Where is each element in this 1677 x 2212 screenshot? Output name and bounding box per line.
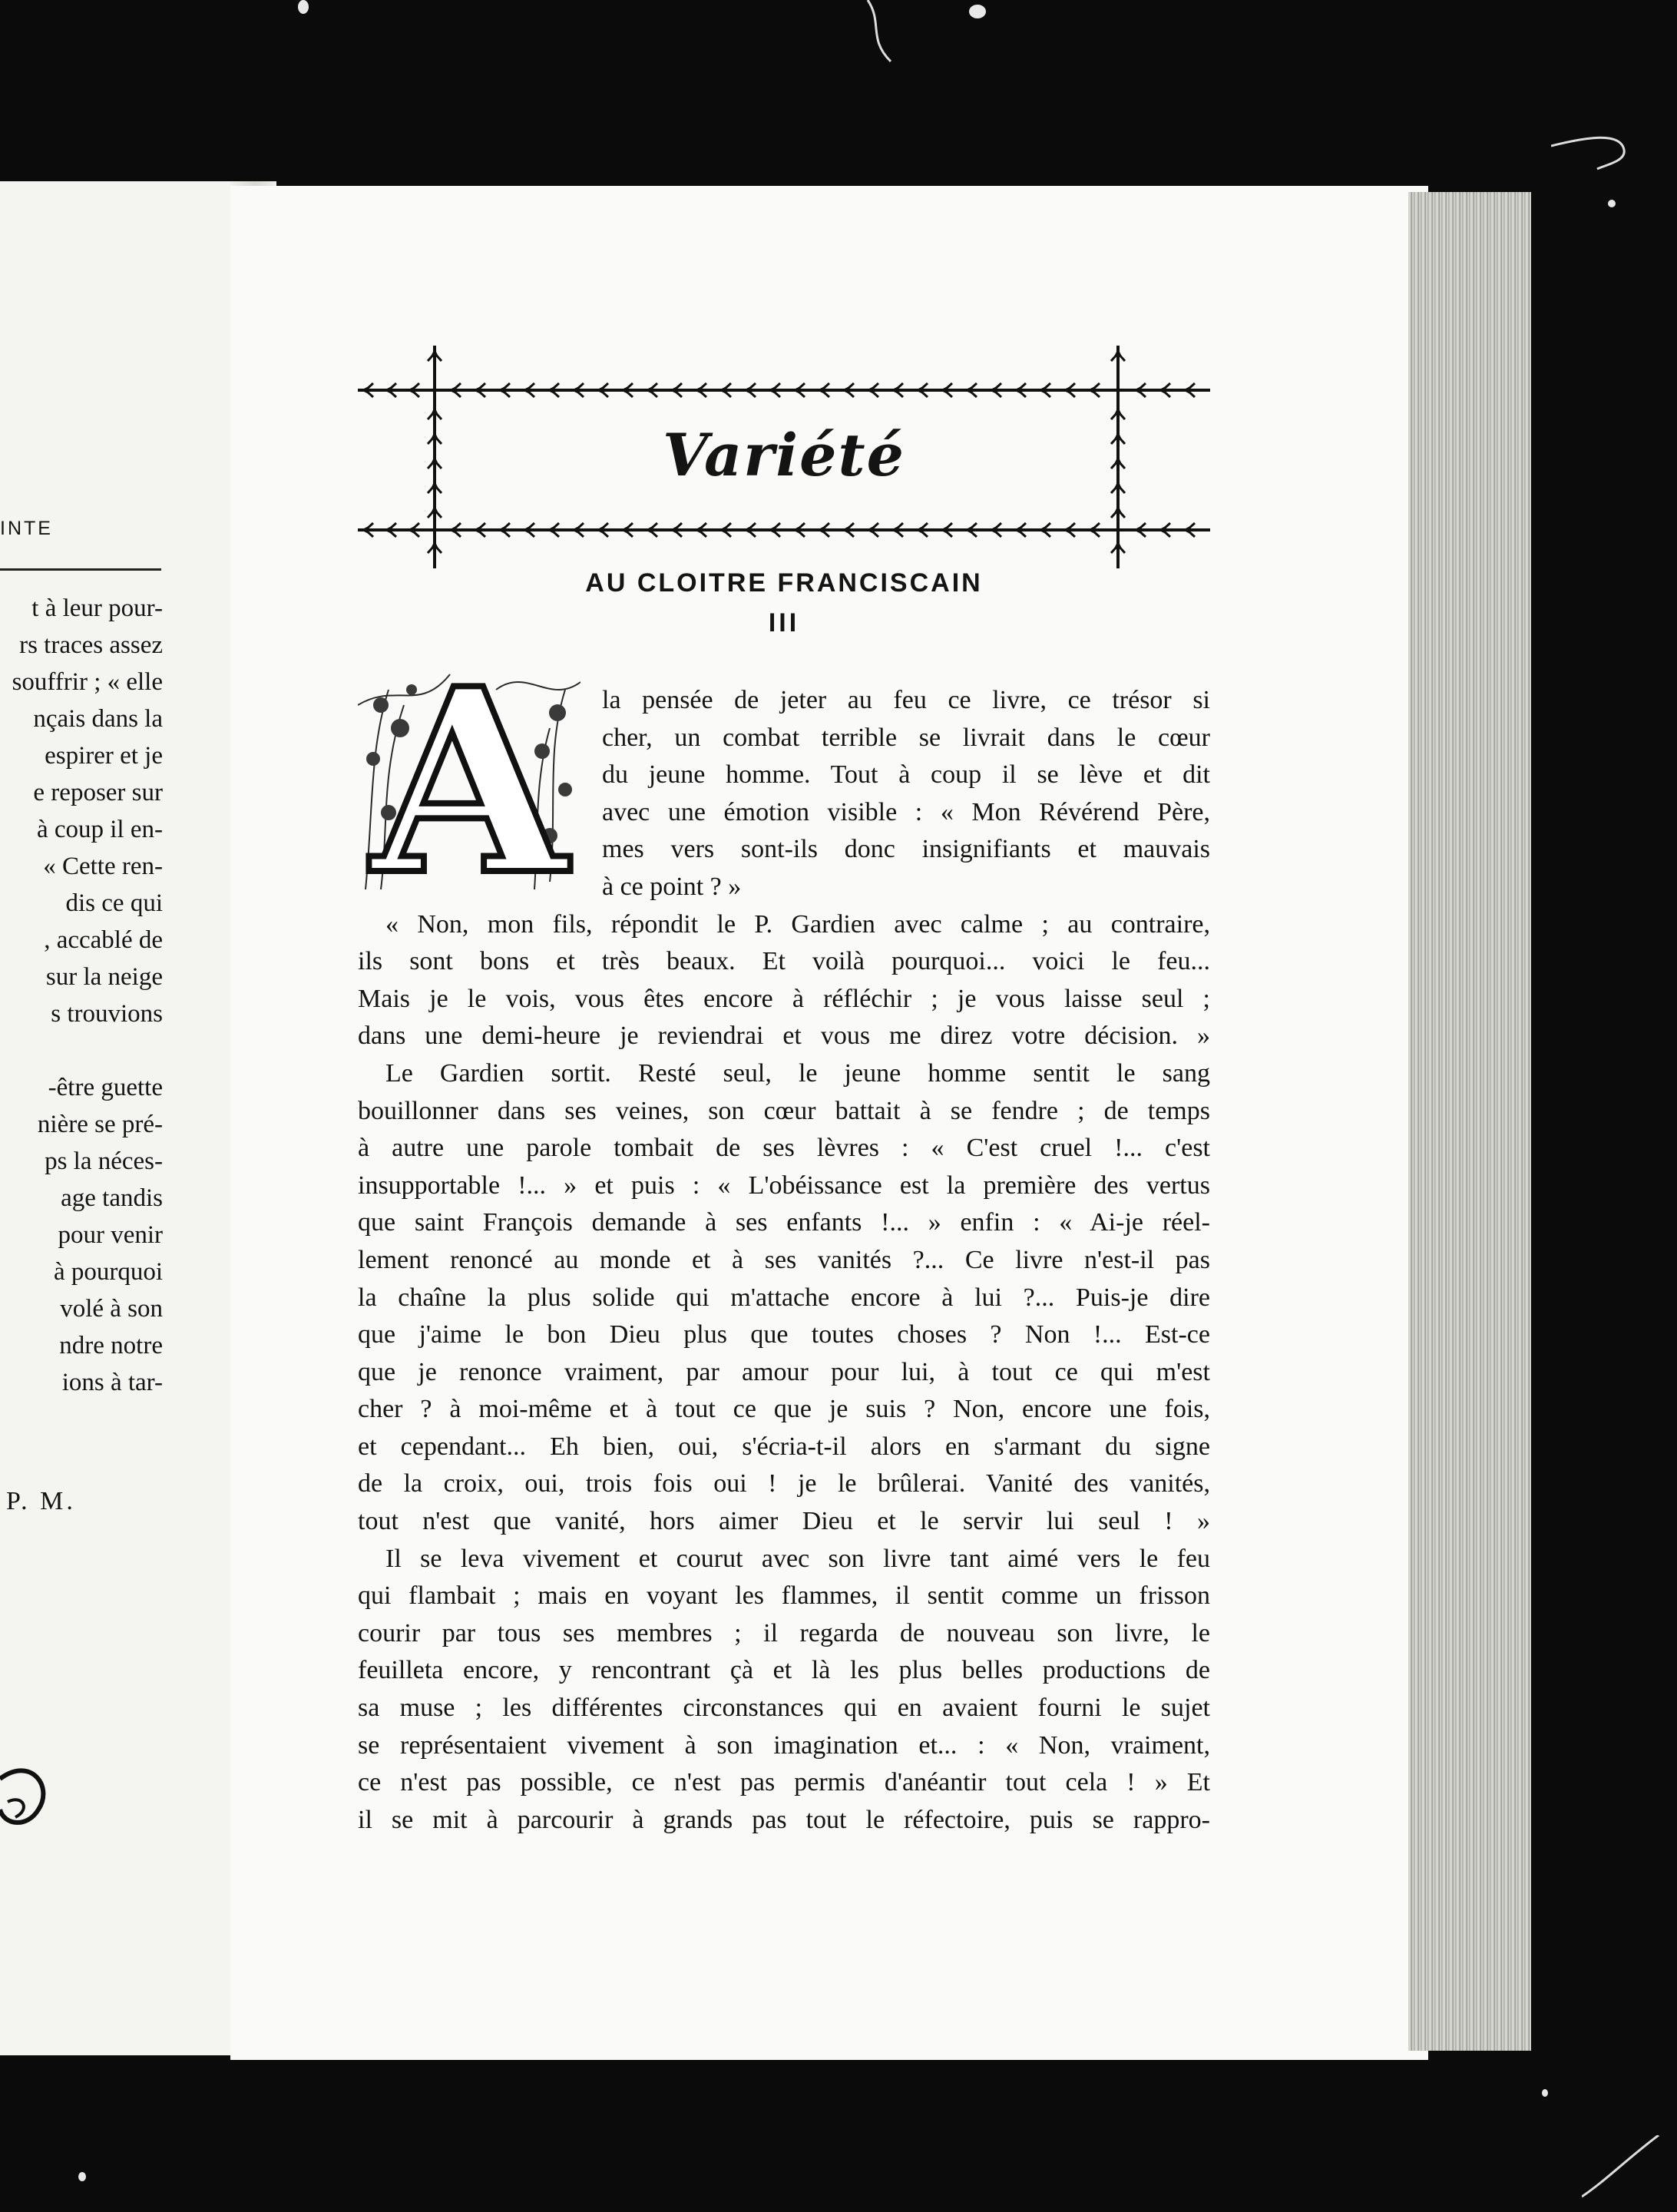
text-line: volé à son xyxy=(60,1295,163,1323)
dust-speck xyxy=(1542,2089,1548,2097)
dust-speck xyxy=(969,5,986,18)
signature: P. M. xyxy=(6,1487,76,1515)
left-page-text xyxy=(0,590,163,1401)
page-title: Variété xyxy=(663,421,905,489)
text-line: cher ? à moi-même et à tout ce que je suis ? Non, encore une fois, xyxy=(358,1395,1210,1424)
text-line: souffrir ; « elle xyxy=(12,668,163,696)
text-line: s trouvions xyxy=(51,1000,163,1028)
text-line: à coup il en- xyxy=(36,816,163,843)
text-line: sur la neige xyxy=(45,963,163,991)
text-line: pour venir xyxy=(58,1221,163,1249)
section-heading: AU CLOITRE FRANCISCAIN xyxy=(585,568,983,598)
text-line: du jeune homme. Tout à coup il se lève et dit xyxy=(602,760,1210,790)
text-line: feuilleta encore, y rencontrant çà et là les plus belles productions de xyxy=(358,1656,1210,1685)
text-line: « Non, mon fils, répondit le P. Gardien avec calme ; au contraire, xyxy=(385,909,1210,939)
text-line: -être guette xyxy=(48,1074,163,1101)
text-line: age tandis xyxy=(61,1184,163,1212)
text-line: e reposer sur xyxy=(33,779,163,806)
text-line: nière se pré- xyxy=(37,1111,163,1138)
text-line: il se mit à parcourir à grands pas tout le réfectoire, puis se rappro- xyxy=(358,1805,1210,1834)
text-line: à ce point ? » xyxy=(602,872,742,901)
text-line: , accablé de xyxy=(44,926,163,954)
text-line: lement renoncé au monde et à ses vanités ?... Ce livre n'est-il pas xyxy=(358,1245,1210,1274)
text-line: ils sont bons et très beaux. Et voilà pourquoi... voici le feu... xyxy=(358,947,1210,976)
text-line: dis ce qui xyxy=(65,889,163,917)
header-rule xyxy=(0,568,161,571)
text-line: Le Gardien sortit. Resté seul, le jeune homme sentit le sang xyxy=(385,1058,1210,1088)
dust-speck xyxy=(298,0,309,14)
text-line: qui flambait ; mais en voyant les flammes, il sentit comme un frisson xyxy=(358,1581,1210,1611)
text-line: ions à tar- xyxy=(61,1369,163,1396)
text-line: insupportable !... » et puis : « L'obéissance est la première des vertus xyxy=(358,1171,1210,1200)
text-line: courir par tous ses membres ; il regarda de nouveau son livre, le xyxy=(358,1618,1210,1647)
hair-artifact xyxy=(1582,2135,1666,2204)
left-page xyxy=(0,181,252,2055)
paragraph-gap xyxy=(0,1032,163,1069)
text-line: de la croix, oui, trois fois oui ! je le brûlerai. Vanité des vanités, xyxy=(358,1469,1210,1498)
text-line: bouillonner dans ses veines, son cœur battait à se fendre ; de temps xyxy=(358,1096,1210,1125)
text-line: que je renonce vraiment, par amour pour lui, à tout ce qui m'est xyxy=(358,1357,1210,1386)
text-line: nçais dans la xyxy=(33,705,163,733)
hair-artifact xyxy=(860,0,906,69)
text-line: cher, un combat terrible se livrait dans le cœur xyxy=(602,723,1210,752)
text-line: sa muse ; les différentes circonstances qui en avaient fourni le sujet xyxy=(358,1694,1210,1723)
text-line: mes vers sont-ils donc insignifiants et mauvais xyxy=(602,835,1210,864)
body-text xyxy=(358,682,1210,1839)
text-line: à autre une parole tombait de ses lèvres : « C'est cruel !... c'est xyxy=(358,1134,1210,1163)
text-line: dans une demi-heure je reviendrai et vous me direz votre décision. » xyxy=(358,1022,1210,1051)
text-line: Il se leva vivement et courut avec son livre tant aimé vers le feu xyxy=(385,1544,1210,1573)
text-line: ce n'est pas possible, ce n'est pas permis d'anéantir tout cela ! » Et xyxy=(358,1768,1210,1797)
text-line: ndre notre xyxy=(59,1332,163,1359)
dropcap-letter: A xyxy=(370,633,568,931)
text-line: espirer et je xyxy=(45,742,163,770)
text-line: t à leur pour- xyxy=(31,594,163,622)
hair-artifact xyxy=(1551,131,1636,177)
text-line: et cependant... Eh bien, oui, s'écria-t-il alors en s'armant du signe xyxy=(358,1432,1210,1461)
text-line: rs traces assez xyxy=(19,631,163,659)
page-edge-stack xyxy=(1408,192,1531,2051)
text-line: « Cette ren- xyxy=(43,853,163,880)
text-line: que saint François demande à ses enfants !... » enfin : « Ai-je réel- xyxy=(358,1208,1210,1237)
text-line: la pensée de jeter au feu ce livre, ce trésor si xyxy=(602,686,1210,714)
text-line: avec une émotion visible : « Mon Révérend Père, xyxy=(602,797,1210,826)
running-header: INTE xyxy=(0,518,53,539)
flourish-ornament xyxy=(0,1756,61,1840)
text-line: la chaîne la plus solide qui m'attache encore à lui ?... Puis-je dire xyxy=(358,1283,1210,1312)
text-line: Mais je le vois, vous êtes encore à réfléchir ; je vous laisse seul ; xyxy=(358,984,1210,1013)
dust-speck xyxy=(78,2172,86,2181)
text-line: se représentaient vivement à son imagination et... : « Non, vraiment, xyxy=(358,1730,1210,1760)
dust-speck xyxy=(1608,200,1616,207)
section-number: III xyxy=(768,608,800,637)
text-line: tout n'est que vanité, hors aimer Dieu et le servir lui seul ! » xyxy=(358,1507,1210,1536)
text-line: à pourquoi xyxy=(53,1258,163,1286)
text-line: ps la néces- xyxy=(45,1147,163,1175)
text-line: que j'aime le bon Dieu plus que toutes choses ? Non !... Est-ce xyxy=(358,1320,1210,1349)
